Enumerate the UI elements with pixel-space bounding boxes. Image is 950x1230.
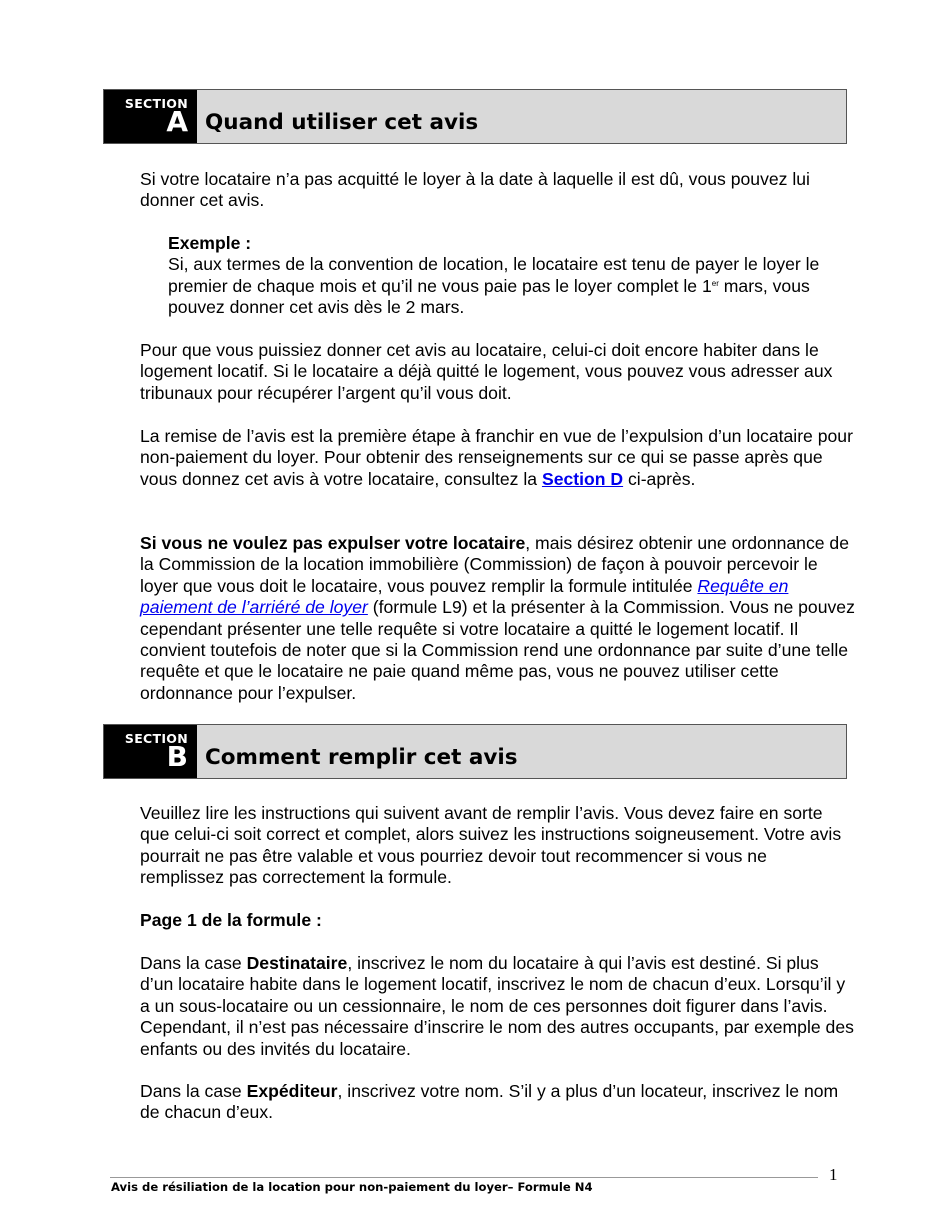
example-text-2: mars, vous pouvez donner cet avis dès le 2 mars. [168,275,810,318]
p3-text-after: ci-après. [623,468,696,489]
page-1-heading [140,910,855,931]
section-a-word: SECTION [124,96,188,111]
footer-title: Avis de résiliation de la location pour non-paiement du loyer– Formule N4 [111,1180,593,1194]
section-b-paragraph-1: Veuillez lire les instructions qui suivent avant de remplir l’avis. Vous devez faire en sorte que celui-ci soit correct et complet, alors suivez les instructions soigneusement. Votre avis pourrait ne pas être valable et vous pourriez devoir tout recommencer si vous ne remplissez pas correctement la formule. [140,803,842,888]
section-a-paragraph-2: Pour que vous puissiez donner cet avis au locataire, celui-ci doit encore habiter dans le logement locatif. Si le locataire a déjà quitté le logement, vous pouvez vous adresser aux tribunaux pour récupérer l’argent qu’il vous doit. [140,340,833,403]
section-a-paragraph-3 [140,426,855,490]
p3b-text-b: , inscrivez votre nom. S’il y a plus d’un locateur, inscrivez le nom de chacun d’eux. [140,1081,839,1123]
expediteur-label: Expéditeur [246,1081,338,1101]
section-a-header [103,89,847,144]
example-superscript: er [711,278,719,288]
destinataire-label: Destinataire [246,953,348,973]
section-b-letter: B [166,740,188,773]
section-d-link[interactable]: Section D [541,468,624,489]
footer-divider [110,1177,818,1178]
section-b-word: SECTION [124,731,188,746]
p2-text-a: Dans la case [140,953,247,973]
section-a-paragraph-4 [140,533,855,704]
p3b-text-a: Dans la case [140,1081,247,1101]
page-number: 1 [829,1165,838,1184]
section-b-paragraph-2 [140,953,855,1060]
section-b-paragraph-3 [140,1081,855,1124]
section-b-title: Comment remplir cet avis [205,745,518,770]
section-b-tab [104,725,197,778]
page-1-heading-text: Page 1 de la formule : [140,910,322,930]
l9-form-link[interactable]: Requête en paiement de l’arriéré de loyer [140,575,789,618]
example-label: Exemple : [168,233,252,253]
p4-text-a: , mais désirez obtenir une ordonnance de la Commission de la location immobilière (Commission) de façon à pouvoir percevoir le loyer que vous doit le locataire, vous pouvez remplir la formule intitulée [140,533,849,596]
p4-text-b: (formule L9) et la présenter à la Commission. Vous ne pouvez cependant présenter une telle requête si votre locataire a quitté le logement locatif. Il convient toutefois de noter que si la Commission rend une ordonnance par suite d’une telle requête et que le locataire ne paie quand même pas, vous ne pouvez utiliser cette ordonnance pour l’expulser. [140,597,855,703]
section-a-title: Quand utiliser cet avis [205,110,479,135]
section-a-paragraph-1: Si votre locataire n’a pas acquitté le loyer à la date à laquelle il est dû, vous pouvez lui donner cet avis. [140,169,810,211]
section-b-header [103,724,847,779]
section-a-letter: A [166,105,188,138]
p4-bold-lead: Si vous ne voulez pas expulser votre locataire [140,533,526,553]
p2-text-b: , inscrivez le nom du locataire à qui l’avis est destiné. Si plus d’un locataire habite dans le logement locatif, inscrivez le nom de chacun d’eux. Lorsqu’il y a un sous-locataire ou un cessionnaire, le nom de ces personnes doit figurer dans l’avis. Cependant, il n’est pas nécessaire d’inscrire le nom des autres occupants, par exemple des enfants ou des invités du locataire. [140,953,854,1059]
p3-text-before: La remise de l’avis est la première étape à franchir en vue de l’expulsion d’un locataire pour non-paiement du loyer. Pour obtenir des renseignements sur ce qui se passe après que vous donnez cet avis à votre locataire, consultez la [140,426,853,489]
section-a-tab [104,90,197,143]
example-text-1: Si, aux termes de la convention de location, le locataire est tenu de payer le loyer le premier de chaque mois et qu’il ne vous paie pas le loyer complet le 1 [168,254,820,296]
example-block [168,233,858,319]
